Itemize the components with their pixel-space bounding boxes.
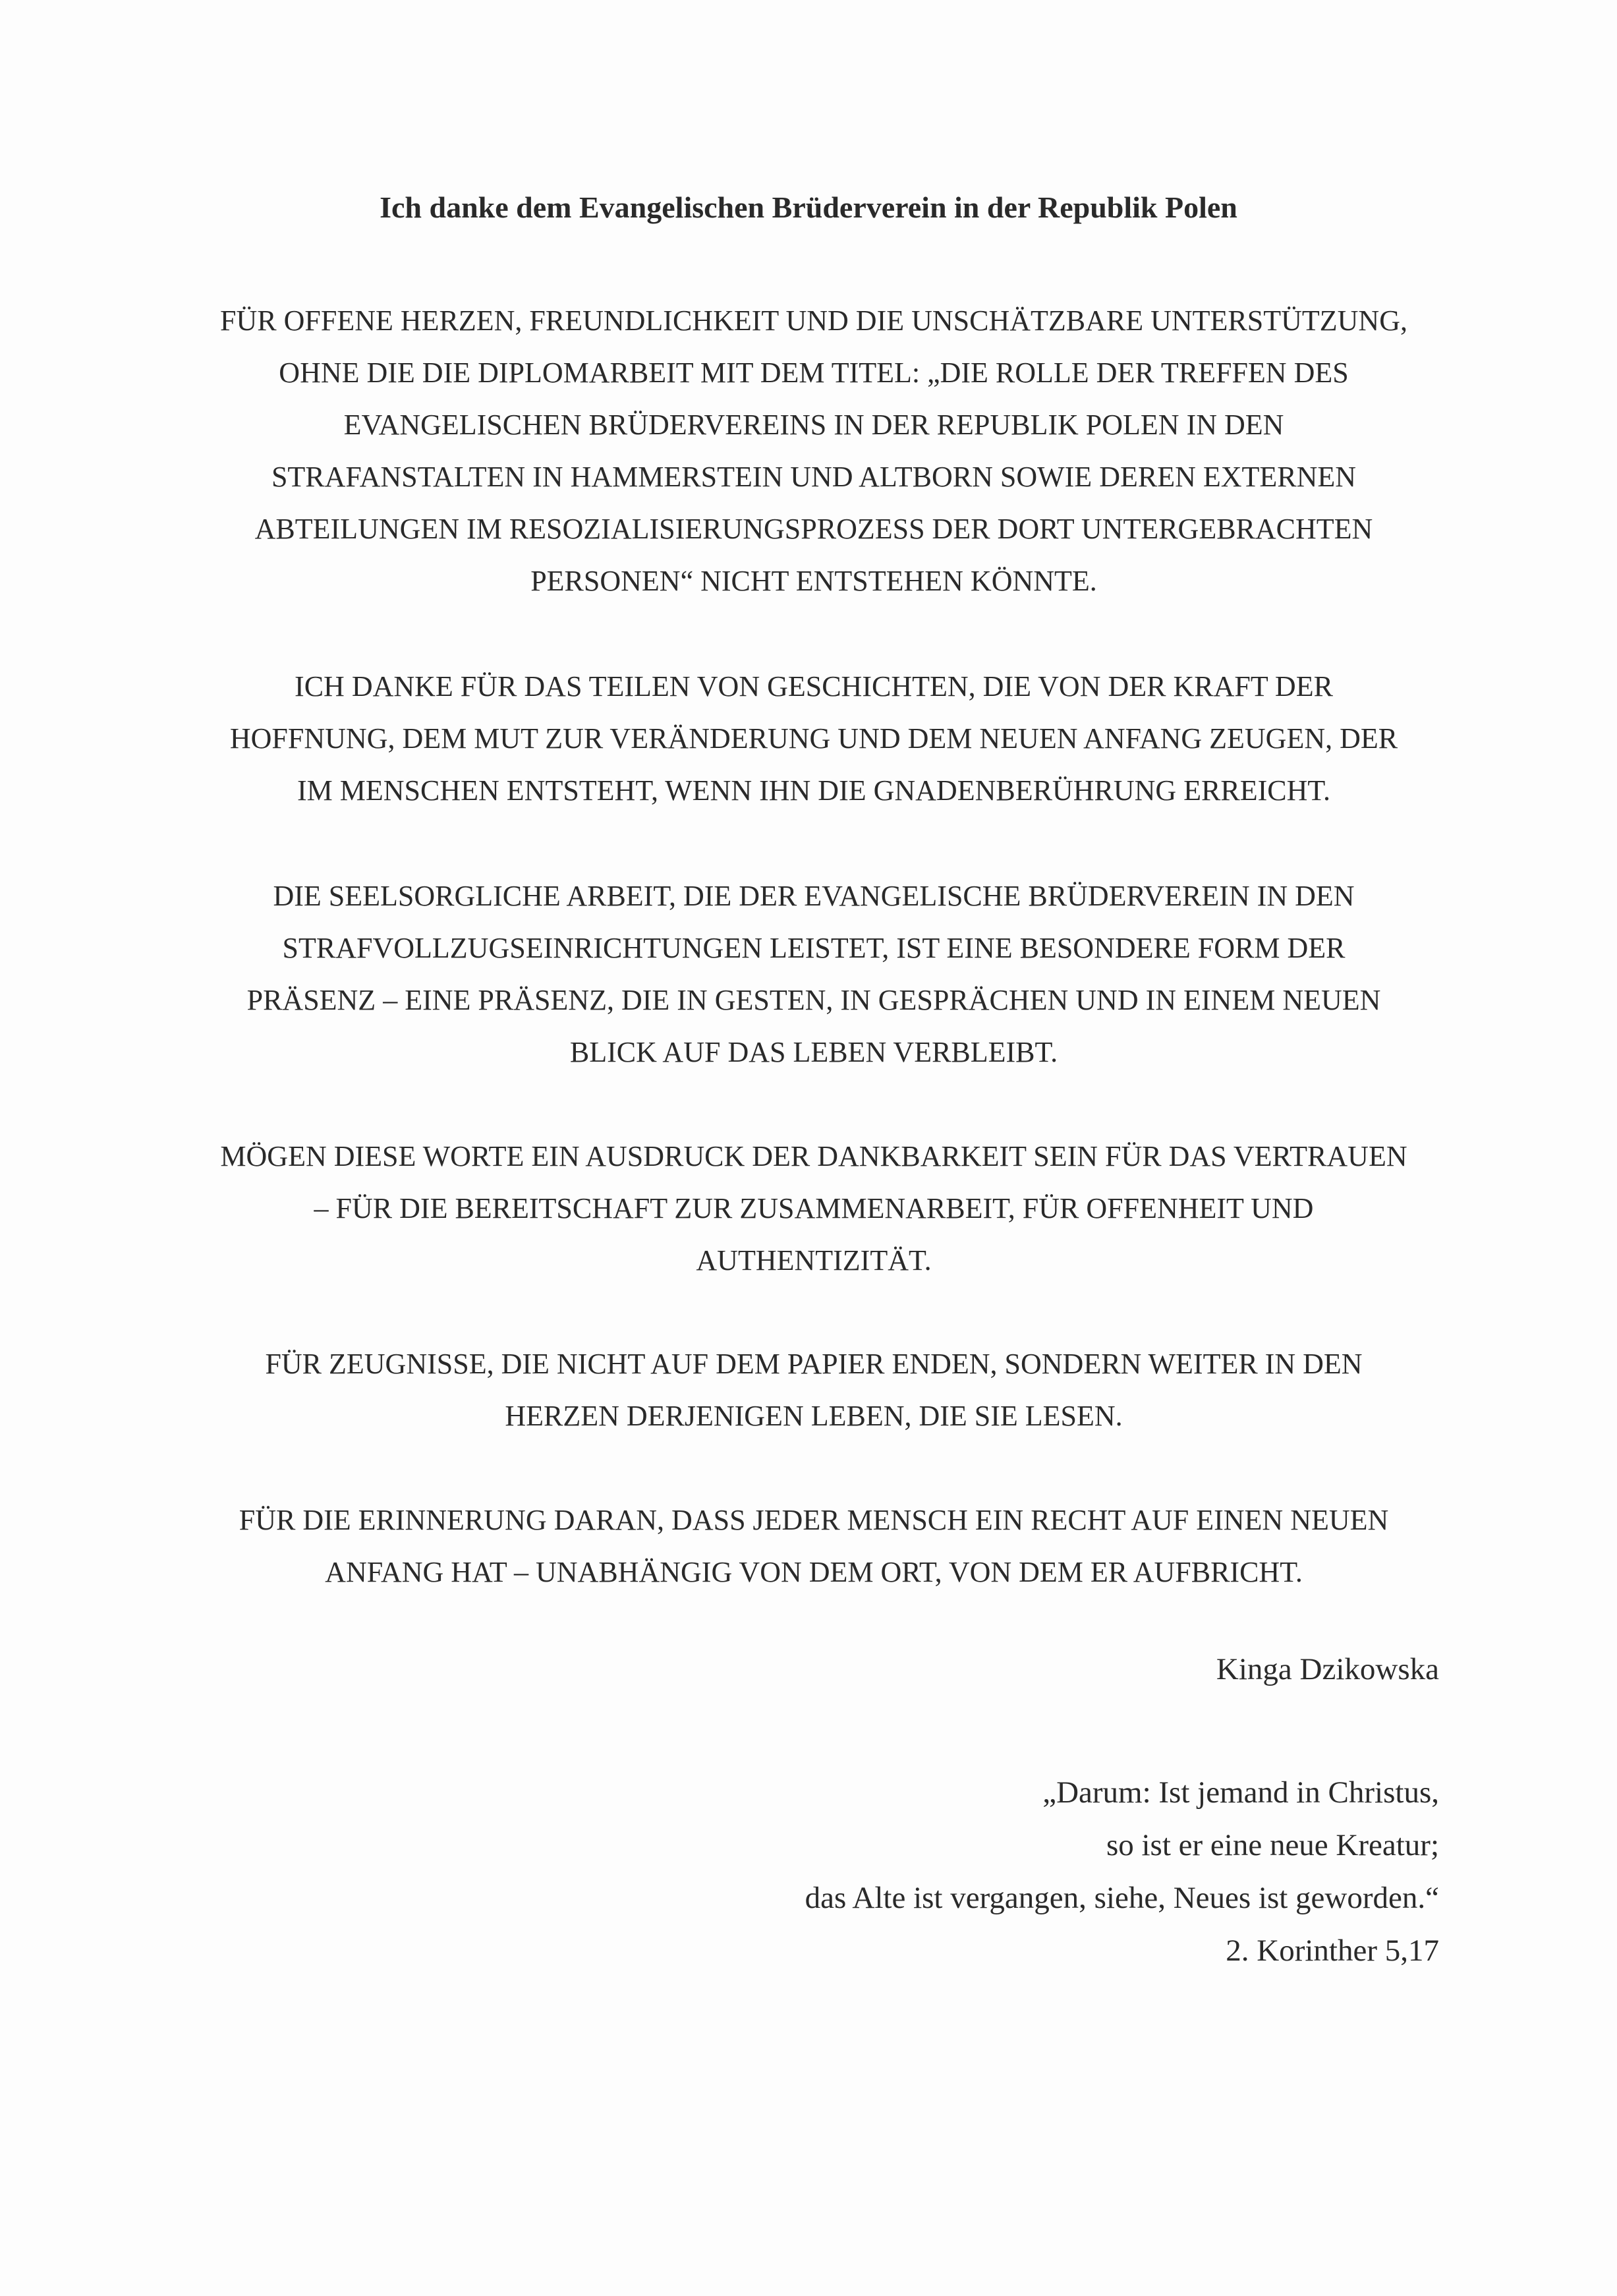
- paragraph-line: AUTHENTIZITÄT.: [696, 1244, 932, 1277]
- paragraph-line: EVANGELISCHEN BRÜDERVEREINS IN DER REPUBLIK POLEN IN DEN: [343, 409, 1284, 441]
- paragraph-line: DIE SEELSORGLICHE ARBEIT, DIE DER EVANGELISCHE BRÜDERVEREIN IN DEN: [273, 880, 1355, 912]
- paragraph-gratitude: [171, 1130, 1456, 1286]
- quote-line: so ist er eine neue Kreatur;: [1106, 1828, 1439, 1862]
- quote-reference: 2. Korinther 5,17: [1226, 1934, 1439, 1968]
- paragraph-stories: [171, 660, 1456, 817]
- paragraph-line: STRAFVOLLZUGSEINRICHTUNGEN LEISTET, IST EINE BESONDERE FORM DER: [282, 932, 1346, 964]
- paragraph-line: ICH DANKE FÜR DAS TEILEN VON GESCHICHTEN, DIE VON DER KRAFT DER: [295, 670, 1333, 703]
- paragraph-new-beginning: [171, 1494, 1456, 1598]
- paragraph-line: STRAFANSTALTEN IN HAMMERSTEIN UND ALTBORN SOWIE DEREN EXTERNEN: [271, 461, 1357, 493]
- paragraph-line: PERSONEN“ NICHT ENTSTEHEN KÖNNTE.: [530, 565, 1097, 597]
- paragraph-line: FÜR OFFENE HERZEN, FREUNDLICHKEIT UND DIE UNSCHÄTZBARE UNTERSTÜTZUNG,: [220, 304, 1407, 337]
- paragraph-line: OHNE DIE DIE DIPLOMARBEIT MIT DEM TITEL: „DIE ROLLE DER TREFFEN DES: [279, 357, 1349, 389]
- paragraph-line: – FÜR DIE BEREITSCHAFT ZUR ZUSAMMENARBEIT, FÜR OFFENHEIT UND: [314, 1192, 1314, 1224]
- paragraph-line: BLICK AUF DAS LEBEN VERBLEIBT.: [569, 1036, 1058, 1068]
- paragraph-thesis-thanks: [171, 295, 1456, 607]
- paragraph-line: HOFFNUNG, DEM MUT ZUR VERÄNDERUNG UND DEM NEUEN ANFANG ZEUGEN, DER: [229, 722, 1398, 755]
- author-signature: Kinga Dzikowska: [1216, 1652, 1439, 1686]
- paragraph-line: PRÄSENZ – EINE PRÄSENZ, DIE IN GESTEN, IN GESPRÄCHEN UND IN EINEM NEUEN: [246, 984, 1381, 1016]
- paragraph-line: HERZEN DERJENIGEN LEBEN, DIE SIE LESEN.: [505, 1400, 1123, 1432]
- paragraph-line: ABTEILUNGEN IM RESOZIALISIERUNGSPROZESS DER DORT UNTERGEBRACHTEN: [254, 513, 1373, 545]
- paragraph-testimonies: [171, 1338, 1456, 1442]
- quote-line: „Darum: Ist jemand in Christus,: [1042, 1775, 1439, 1810]
- paragraph-pastoral-work: [171, 870, 1456, 1078]
- bible-quote: [805, 1766, 1439, 1977]
- paragraph-line: FÜR DIE ERINNERUNG DARAN, DASS JEDER MENSCH EIN RECHT AUF EINEN NEUEN: [239, 1504, 1389, 1536]
- paragraph-line: FÜR ZEUGNISSE, DIE NICHT AUF DEM PAPIER ENDEN, SONDERN WEITER IN DEN: [265, 1348, 1363, 1380]
- paragraph-line: MÖGEN DIESE WORTE EIN AUSDRUCK DER DANKBARKEIT SEIN FÜR DAS VERTRAUEN: [220, 1140, 1407, 1172]
- paragraph-line: IM MENSCHEN ENTSTEHT, WENN IHN DIE GNADENBERÜHRUNG ERREICHT.: [297, 774, 1330, 807]
- quote-line: das Alte ist vergangen, siehe, Neues ist geworden.“: [805, 1881, 1439, 1915]
- document-title: Ich danke dem Evangelischen Brüderverein in der Republik Polen: [380, 190, 1237, 224]
- paragraph-line: ANFANG HAT – UNABHÄNGIG VON DEM ORT, VON DEM ER AUFBRICHT.: [325, 1556, 1303, 1588]
